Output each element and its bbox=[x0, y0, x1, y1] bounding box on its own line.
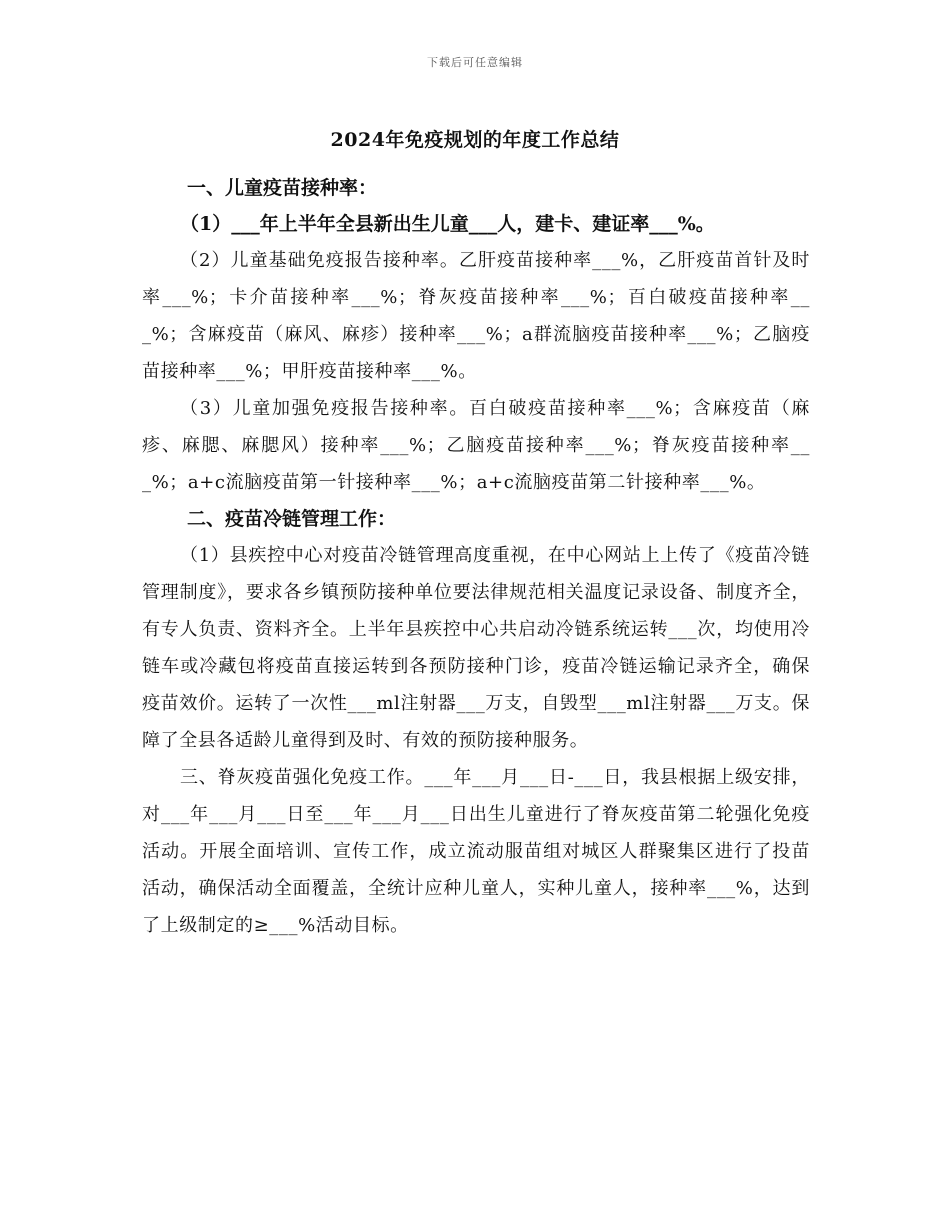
section-1-item-1: （1）___年上半年全县新出生儿童___人，建卡、建证率___%。 bbox=[180, 213, 715, 235]
document-title: 2024年免疫规划的年度工作总结 bbox=[330, 129, 620, 151]
page-header-note: 下载后可任意编辑 bbox=[427, 56, 523, 69]
section-1-item-2: （2）儿童基础免疫报告接种率。乙肝疫苗接种率___%，乙肝疫苗首针及时率___%；卡介苗接种率___%；脊灰疫苗接种率___%；百白破疫苗接种率___%；含麻疫苗（麻风、麻疹）接种率___%；a群流脑疫苗接种率___%；乙脑疫苗接种率___%；甲肝疫苗接种率___%。 bbox=[142, 250, 810, 382]
section-2-heading: 二、疫苗冷链管理工作： bbox=[187, 508, 397, 530]
section-1-heading: 一、儿童疫苗接种率： bbox=[187, 177, 378, 199]
section-1-item-3: （3）儿童加强免疫报告接种率。百白破疫苗接种率___%；含麻疫苗（麻疹、麻腮、麻腮风）接种率___%；乙脑疫苗接种率___%；脊灰疫苗接种率___%；a+c流脑疫苗第一针接种率___%；a+c流脑疫苗第二针接种率___%。 bbox=[142, 398, 810, 493]
section-3-paragraph: 三、脊灰疫苗强化免疫工作。___年___月___日-___日，我县根据上级安排，对___年___月___日至___年___月___日出生儿童进行了脊灰疫苗第二轮强化免疫活动。开展全面培训、宣传工作，成立流动服苗组对城区人群聚集区进行了投苗活动，确保活动全面覆盖，全统计应种儿童人，实种儿童人，接种率___%，达到了上级制定的≥___%活动目标。 bbox=[142, 767, 810, 936]
document-body bbox=[142, 170, 810, 944]
section-2-item-1: （1）县疾控中心对疫苗冷链管理高度重视，在中心网站上上传了《疫苗冷链管理制度》，要求各乡镇预防接种单位要法律规范相关温度记录设备、制度齐全，有专人负责、资料齐全。上半年县疾控中心共启动冷链系统运转___次，均使用冷链车或冷藏包将疫苗直接运转到各预防接种门诊，疫苗冷链运输记录齐全，确保疫苗效价。运转了一次性___ml注射器___万支，自毁型___ml注射器___万支。保障了全县各适龄儿童得到及时、有效的预防接种服务。 bbox=[142, 545, 810, 751]
